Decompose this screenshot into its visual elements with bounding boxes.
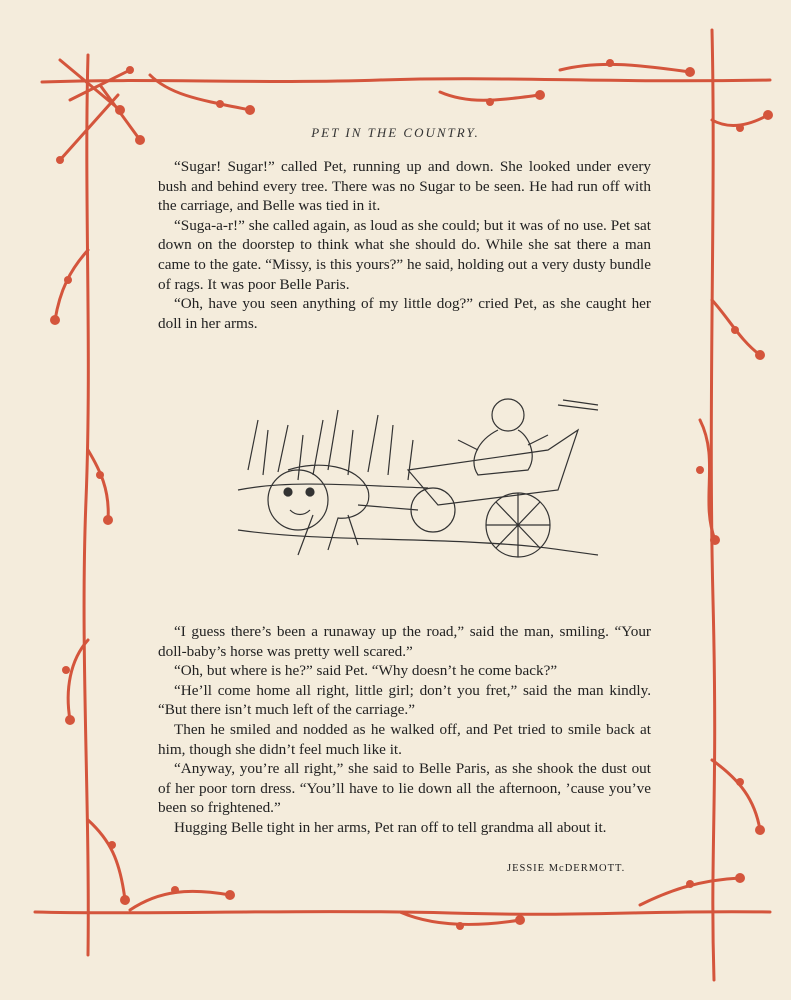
paragraph: “I guess there’s been a runaway up the road,” said the man, smiling. “Your doll-baby’s horse was pretty well scared.” [158,623,651,660]
dog-carriage-illustration [228,380,608,600]
paragraph: “Oh, but where is he?” said Pet. “Why doesn’t he come back?” [174,662,558,680]
story-text-top [158,157,651,333]
story-text-bottom [158,622,651,838]
paragraph: “He’ll come home all right, little girl; don’t you fret,” said the man kindly. “But there isn’t much left of the carriage.” [158,681,651,719]
paragraph: “Oh, have you seen anything of my little dog?” cried Pet, as she caught her doll in her arms. [158,295,651,332]
paragraph: “Sugar! Sugar!” called Pet, running up and down. She looked under every bush and behind every tree. There was no Sugar to be seen. He had run off with the carriage, and Belle was tied in it. [158,158,651,215]
page-running-header: PET IN THE COUNTRY. [311,125,480,140]
paragraph: Hugging Belle tight in her arms, Pet ran off to tell grandma all about it. [174,818,607,836]
author-signature: JESSIE McDERMOTT. [507,863,626,874]
paragraph: “Anyway, you’re all right,” she said to Belle Paris, as she shook the dust out of her poor torn dress. “You’ll have to lie down all the afternoon, ’cause you’ve been so frightened.” [158,760,651,817]
paragraph: Then he smiled and nodded as he walked off, and Pet tried to smile back at him, though she didn’t feel much like it. [158,720,651,758]
paragraph: “Suga-a-r!” she called again, as loud as she could; but it was of no use. Pet sat down on the doorstep to think what she should do. While she sat there a man came to the gate. “Missy, is this yours?” he said, holding out a very dusty bundle of rags. It was poor Belle Paris. [158,216,651,293]
